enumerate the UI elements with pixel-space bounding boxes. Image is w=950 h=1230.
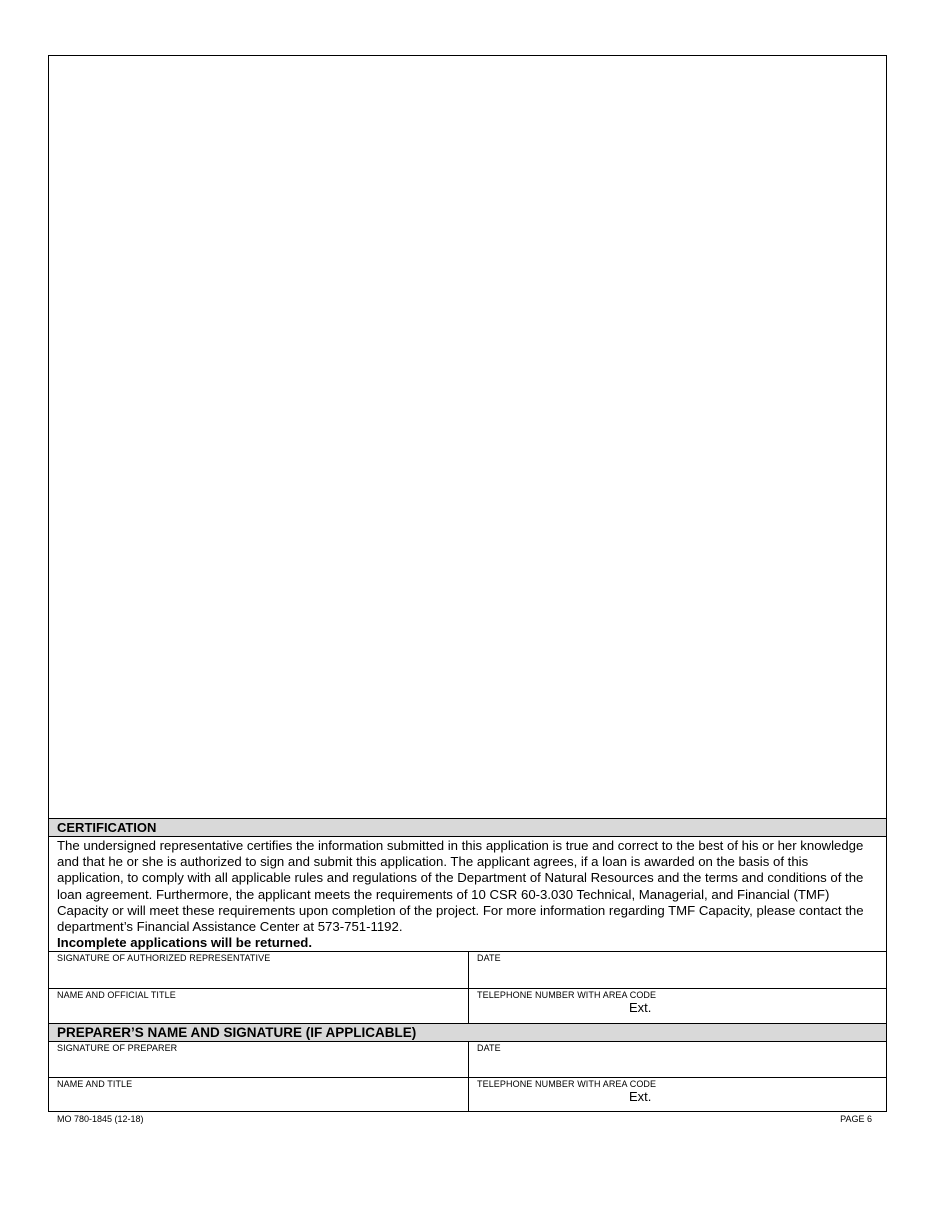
certification-body: The undersigned representative certifies the information submitted in this application is true and correct to the best of his or her knowledge and that he or she is authorized to sign and submit this application. The applicant agrees, if a loan is awarded on the basis of this application, to comply with all applicable rules and regulations of the Department of Natural Resources and the terms and conditions of the loan agreement. Furthermore, the applicant meets the requirements of 10 CSR 60-3.030 Technical, Managerial, and Financial (TMF) Capacity or will meet these requirements upon completion of the project. For more information regarding TMF Capacity, please contact the department’s Financial Assistance Center at 573-751-1192. (57, 838, 864, 935)
cert-name-row (49, 988, 886, 1023)
cert-signature-row (49, 951, 886, 988)
cert-ext-label: Ext. (629, 1000, 652, 1015)
preparer-phone-field[interactable] (469, 1078, 886, 1112)
cert-date-field[interactable] (469, 952, 886, 988)
preparer-signature-row (49, 1042, 886, 1077)
incomplete-notice: Incomplete applications will be returned. (57, 935, 313, 951)
official-title-label: NAME AND OFFICIAL TITLE (57, 990, 176, 1000)
preparer-signature-field[interactable] (49, 1042, 469, 1077)
cert-date-label: DATE (477, 953, 501, 963)
preparer-date-label: DATE (477, 1043, 501, 1053)
page-number: PAGE 6 (840, 1114, 872, 1124)
form-frame (48, 55, 887, 1112)
cert-phone-field[interactable] (469, 989, 886, 1023)
blank-continuation-area[interactable] (49, 56, 886, 818)
preparer-title-field[interactable] (49, 1078, 469, 1112)
preparer-title-label: NAME AND TITLE (57, 1079, 133, 1089)
preparer-header: PREPARER’S NAME AND SIGNATURE (IF APPLICABLE) (49, 1023, 886, 1042)
preparer-phone-label: TELEPHONE NUMBER WITH AREA CODE (477, 1079, 657, 1089)
preparer-ext-label: Ext. (629, 1089, 652, 1104)
preparer-signature-label: SIGNATURE OF PREPARER (57, 1043, 178, 1053)
preparer-name-row (49, 1077, 886, 1112)
authorized-signature-label: SIGNATURE OF AUTHORIZED REPRESENTATIVE (57, 953, 271, 963)
authorized-signature-field[interactable] (49, 952, 469, 988)
certification-text (57, 838, 878, 951)
official-title-field[interactable] (49, 989, 469, 1023)
cert-phone-label: TELEPHONE NUMBER WITH AREA CODE (477, 990, 657, 1000)
certification-header: CERTIFICATION (49, 818, 886, 837)
form-number: MO 780-1845 (12-18) (57, 1114, 144, 1124)
preparer-date-field[interactable] (469, 1042, 886, 1077)
